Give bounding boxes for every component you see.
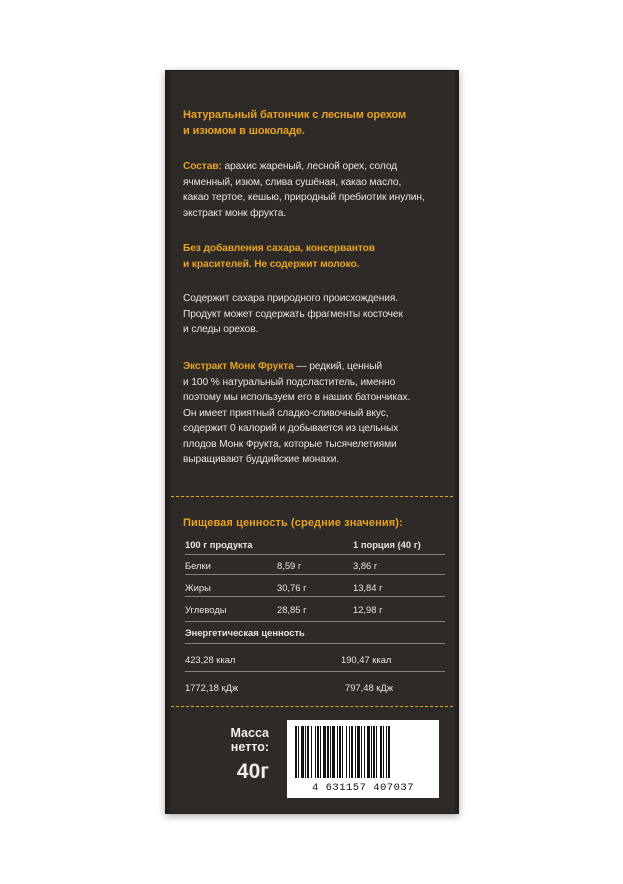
energy-label: Энергетическая ценность bbox=[185, 627, 305, 638]
monk-fruit-label: Экстракт Монк Фрукта bbox=[183, 361, 294, 372]
barcode-bar bbox=[361, 726, 362, 778]
composition-text: экстракт монк фрукта. bbox=[183, 207, 287, 219]
monk-fruit-text: поэтому мы используем его в наших батончиках. bbox=[183, 392, 411, 403]
table-rule bbox=[185, 574, 445, 575]
claims-line: и красителей. Не содержит молоко. bbox=[183, 258, 360, 270]
table-rule bbox=[185, 671, 445, 672]
net-weight bbox=[195, 726, 269, 785]
barcode-bar bbox=[332, 726, 335, 778]
barcode-bar bbox=[383, 726, 384, 778]
barcode-bar bbox=[371, 726, 372, 778]
nutrient-portion: 3,86 г bbox=[353, 560, 378, 571]
barcode-bar bbox=[367, 726, 370, 778]
barcode-bars bbox=[293, 726, 433, 778]
monk-fruit-text: выращивают буддийские монахи. bbox=[183, 454, 340, 465]
nutrition-header-100g: 100 г продукта bbox=[185, 539, 253, 550]
dashed-divider-top bbox=[171, 496, 453, 497]
barcode-bar bbox=[301, 726, 304, 778]
barcode-bar bbox=[323, 726, 326, 778]
barcode-bar bbox=[380, 726, 382, 778]
nutrition-header-portion: 1 порция (40 г) bbox=[353, 539, 421, 550]
barcode-bar bbox=[327, 726, 329, 778]
barcode-bar bbox=[373, 726, 375, 778]
composition-text: ячменный, изюм, слива сушёная, какао масло, bbox=[183, 176, 402, 188]
barcode-bar bbox=[330, 726, 331, 778]
nutrient-name: Белки bbox=[185, 560, 211, 571]
notes-line: Содержит сахара природного происхождения. bbox=[183, 293, 399, 304]
product-title-line-1: Натуральный батончик с лесным орехом bbox=[183, 109, 407, 121]
energy-kcal-portion: 190,47 ккал bbox=[341, 654, 392, 665]
barcode-bar bbox=[339, 726, 341, 778]
monk-fruit-text: содержит 0 калорий и добывается из цельных bbox=[183, 423, 399, 434]
barcode-bar bbox=[355, 726, 356, 778]
barcode-bar bbox=[357, 726, 360, 778]
monk-fruit-block bbox=[183, 359, 455, 468]
barcode-bar bbox=[349, 726, 350, 778]
nutrient-name: Углеводы bbox=[185, 604, 227, 615]
energy-kj-portion: 797,48 кДж bbox=[345, 682, 394, 693]
nutrient-portion: 12,98 г bbox=[353, 604, 383, 615]
barcode-bar bbox=[342, 726, 343, 778]
net-weight-label: нетто: bbox=[230, 740, 269, 754]
notes-block bbox=[183, 291, 453, 338]
dashed-divider-bottom bbox=[171, 706, 453, 707]
composition-text: арахис жареный, лесной орех, солод bbox=[221, 161, 398, 172]
barcode-bar bbox=[320, 726, 321, 778]
nutrition-title: Пищевая ценность (средние значения): bbox=[183, 517, 403, 529]
monk-fruit-text: и 100 % натуральный подсластитель, именно bbox=[183, 376, 396, 388]
barcode-bar bbox=[295, 726, 297, 778]
nutrient-per100: 8,59 г bbox=[277, 560, 302, 571]
barcode-bar bbox=[315, 726, 316, 778]
energy-kj-100: 1772,18 кДж bbox=[185, 682, 239, 693]
energy-kcal-100: 423,28 ккал bbox=[185, 654, 236, 665]
table-rule bbox=[185, 554, 445, 555]
barcode-bar bbox=[386, 726, 387, 778]
monk-fruit-text: плодов Монк Фрукта, которые тысячелетиями bbox=[183, 438, 397, 450]
barcode-bar bbox=[376, 726, 377, 778]
composition-label: Состав: bbox=[183, 161, 222, 172]
barcode-bar bbox=[346, 726, 347, 778]
barcode-bar bbox=[305, 726, 306, 778]
net-weight-value: 40г bbox=[236, 760, 269, 783]
nutrient-portion: 13,84 г bbox=[353, 582, 383, 593]
notes-line: Продукт может содержать фрагменты косточек bbox=[183, 308, 403, 320]
monk-fruit-text: — редкий, ценный bbox=[293, 361, 383, 372]
claims-line: Без добавления сахара, консервантов bbox=[183, 243, 375, 254]
table-rule bbox=[185, 596, 445, 597]
product-title bbox=[183, 107, 453, 139]
notes-line: и следы орехов. bbox=[183, 324, 259, 335]
nutrient-per100: 30,76 г bbox=[277, 582, 307, 593]
barcode-bar bbox=[298, 726, 299, 778]
composition-block bbox=[183, 159, 453, 221]
net-weight-label: Масса bbox=[230, 726, 269, 740]
barcode-bar bbox=[337, 726, 338, 778]
barcode-bar bbox=[364, 726, 365, 778]
barcode-bar bbox=[388, 726, 390, 778]
table-rule bbox=[185, 621, 445, 622]
nutrient-name: Жиры bbox=[185, 582, 211, 593]
product-package-back bbox=[165, 70, 459, 814]
table-rule bbox=[185, 643, 445, 644]
monk-fruit-text: Он имеет приятный сладко-сливочный вкус, bbox=[183, 407, 389, 419]
composition-text: какао тертое, кешью, природный пребиотик инулин, bbox=[183, 192, 425, 203]
barcode-bar bbox=[351, 726, 353, 778]
barcode-bar bbox=[317, 726, 319, 778]
claims-block bbox=[183, 241, 453, 272]
nutrient-per100: 28,85 г bbox=[277, 604, 307, 615]
barcode bbox=[287, 720, 439, 798]
barcode-number: 4 631157 407037 bbox=[311, 782, 414, 794]
product-title-line-2: и изюмом в шоколаде. bbox=[183, 125, 305, 137]
barcode-bar bbox=[307, 726, 309, 778]
barcode-bar bbox=[311, 726, 312, 778]
